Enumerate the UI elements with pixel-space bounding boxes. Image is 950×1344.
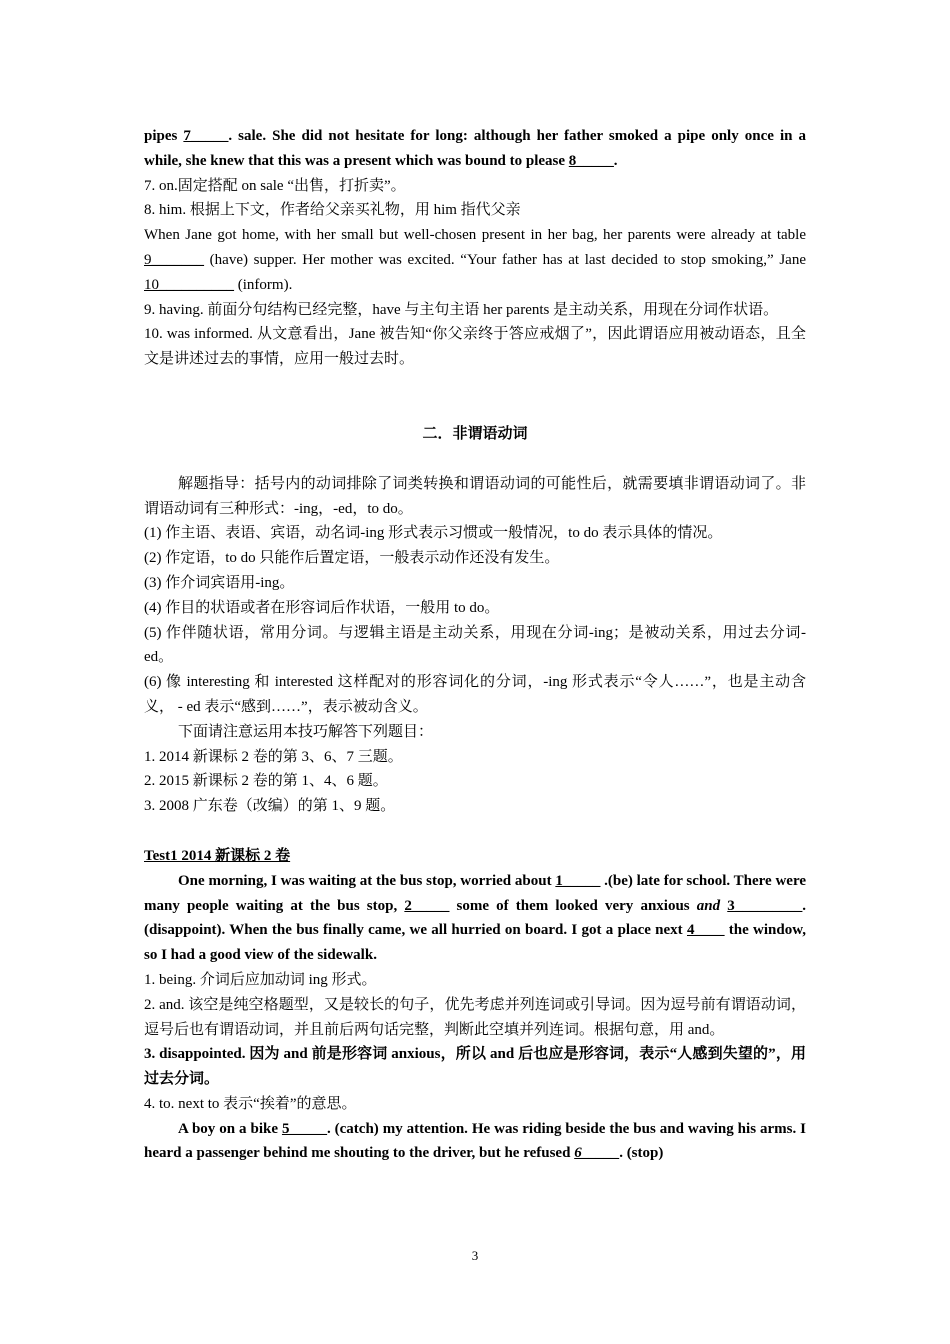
blank-2: 2_____	[404, 897, 450, 914]
practice-item: 1. 2014 新课标 2 卷的第 3、6、7 三题。	[144, 748, 403, 765]
blank-3: 3_________	[727, 897, 803, 914]
practice-item: 2. 2015 新课标 2 卷的第 1、4、6 题。	[144, 773, 388, 790]
blank-10: 10__________	[144, 276, 234, 293]
test-answer-4: 4. to. next to 表示“挨着”的意思。	[144, 1095, 357, 1112]
section-title: 二．非谓语动词	[422, 425, 528, 442]
guide-intro: 解题指导：括号内的动词排除了词类转换和谓语动词的可能性后，就需要填非谓语动词了。非谓语动词有三种形式：-ing，-ed，to do。	[144, 475, 806, 517]
test-answer-3: 3. disappointed. 因为 and 前是形容词 anxious，所以 and 后也应是形容词，表示“人感到失望的”，用过去分词。	[144, 1046, 806, 1088]
rule-item: (6) 像 interesting 和 interested 这样配对的形容词化的分词，-ing 形式表示“令人……”，也是主动含义， - ed 表示“感到……”，表示被动含义。	[144, 674, 806, 715]
answer-9: 9. having. 前面分句结构已经完整，have 与主句主语 her parents 是主动关系，用现在分词作状语。	[144, 301, 779, 318]
rule-item: (1) 作主语、表语、宾语，动名词-ing 形式表示习惯或一般情况，to do 表示具体的情况。	[144, 525, 723, 542]
passage-paragraph: One morning, I was waiting at the bus stop, worried about 1_____ .(be) late for school. There were many people waiting at the bus stop, 2_____ some of them looked very anxious and 3_________. (disappoint). When the bus finally came, we all hurried on board. I got a place next 4____ the window, so I had a good view of the sidewalk.	[144, 872, 806, 964]
blank-4: 4____	[686, 922, 725, 939]
practice-item: 3. 2008 广东卷（改编）的第 1、9 题。	[144, 798, 396, 815]
blank-1: 1_____	[555, 872, 601, 889]
answer-7: 7. on.固定搭配 on sale “出售，打折卖”。	[144, 177, 406, 194]
blank-9: 9_______	[144, 251, 204, 268]
passage-paragraph: A boy on a bike 5_____. (catch) my attention. He was riding beside the bus and waving his arms. I heard a passenger behind me shouting to the driver, but he refused 6_____. (stop)	[144, 1120, 807, 1162]
rule-item: (4) 作目的状语或者在形容词后作状语，一般用 to do。	[144, 599, 500, 616]
practice-intro: 下面请注意运用本技巧解答下列题目：	[178, 723, 434, 740]
blank-6: 6_____	[574, 1145, 620, 1162]
answer-10: 10. was informed. 从文意看出，Jane 被告知“你父亲终于答应戒烟了”，因此谓语应用被动语态，且全文是讲述过去的事情，应用一般过去时。	[144, 326, 806, 368]
blank-8: 8_____	[568, 152, 614, 169]
test-answer-2: 2. and. 该空是纯空格题型，又是较长的句子，优先考虑并列连词或引导词。因为逗号前有谓语动词，逗号后也有谓语动词，并且前后两句话完整，判断此空填并列连词。根据句意，用 and。	[144, 996, 806, 1038]
test-answer-1: 1. being. 介词后应加动词 ing 形式。	[144, 971, 377, 988]
rule-item: (5) 作伴随状语，常用分词。与逻辑主语是主动关系，用现在分词-ing；是被动关系，用过去分词-ed。	[144, 624, 806, 666]
test-title: Test1 2014 新课标 2 卷	[144, 847, 291, 864]
blank-5: 5_____	[281, 1120, 327, 1137]
page-number: 3	[471, 1248, 479, 1263]
rule-item: (3) 作介词宾语用-ing。	[144, 574, 295, 591]
document-body	[144, 124, 806, 1166]
answer-8: 8. him. 根据上下文，作者给父亲买礼物，用 him 指代父亲	[144, 202, 521, 219]
passage-paragraph: pipes 7_____. sale. She did not hesitate for long: although her father smoked a pipe only once in a while, she knew that this was a present which was bound to please 8_____.	[144, 128, 806, 169]
blank-7: 7_____	[183, 128, 229, 144]
rule-item: (2) 作定语，to do 只能作后置定语，一般表示动作还没有发生。	[144, 550, 560, 567]
passage-paragraph: When Jane got home, with her small but well-chosen present in her bag, her parents were already at table 9_______ (have) supper. Her mother was excited. “Your father has at last decided to stop smoking,” Jane 10__________ (inform).	[144, 227, 806, 293]
